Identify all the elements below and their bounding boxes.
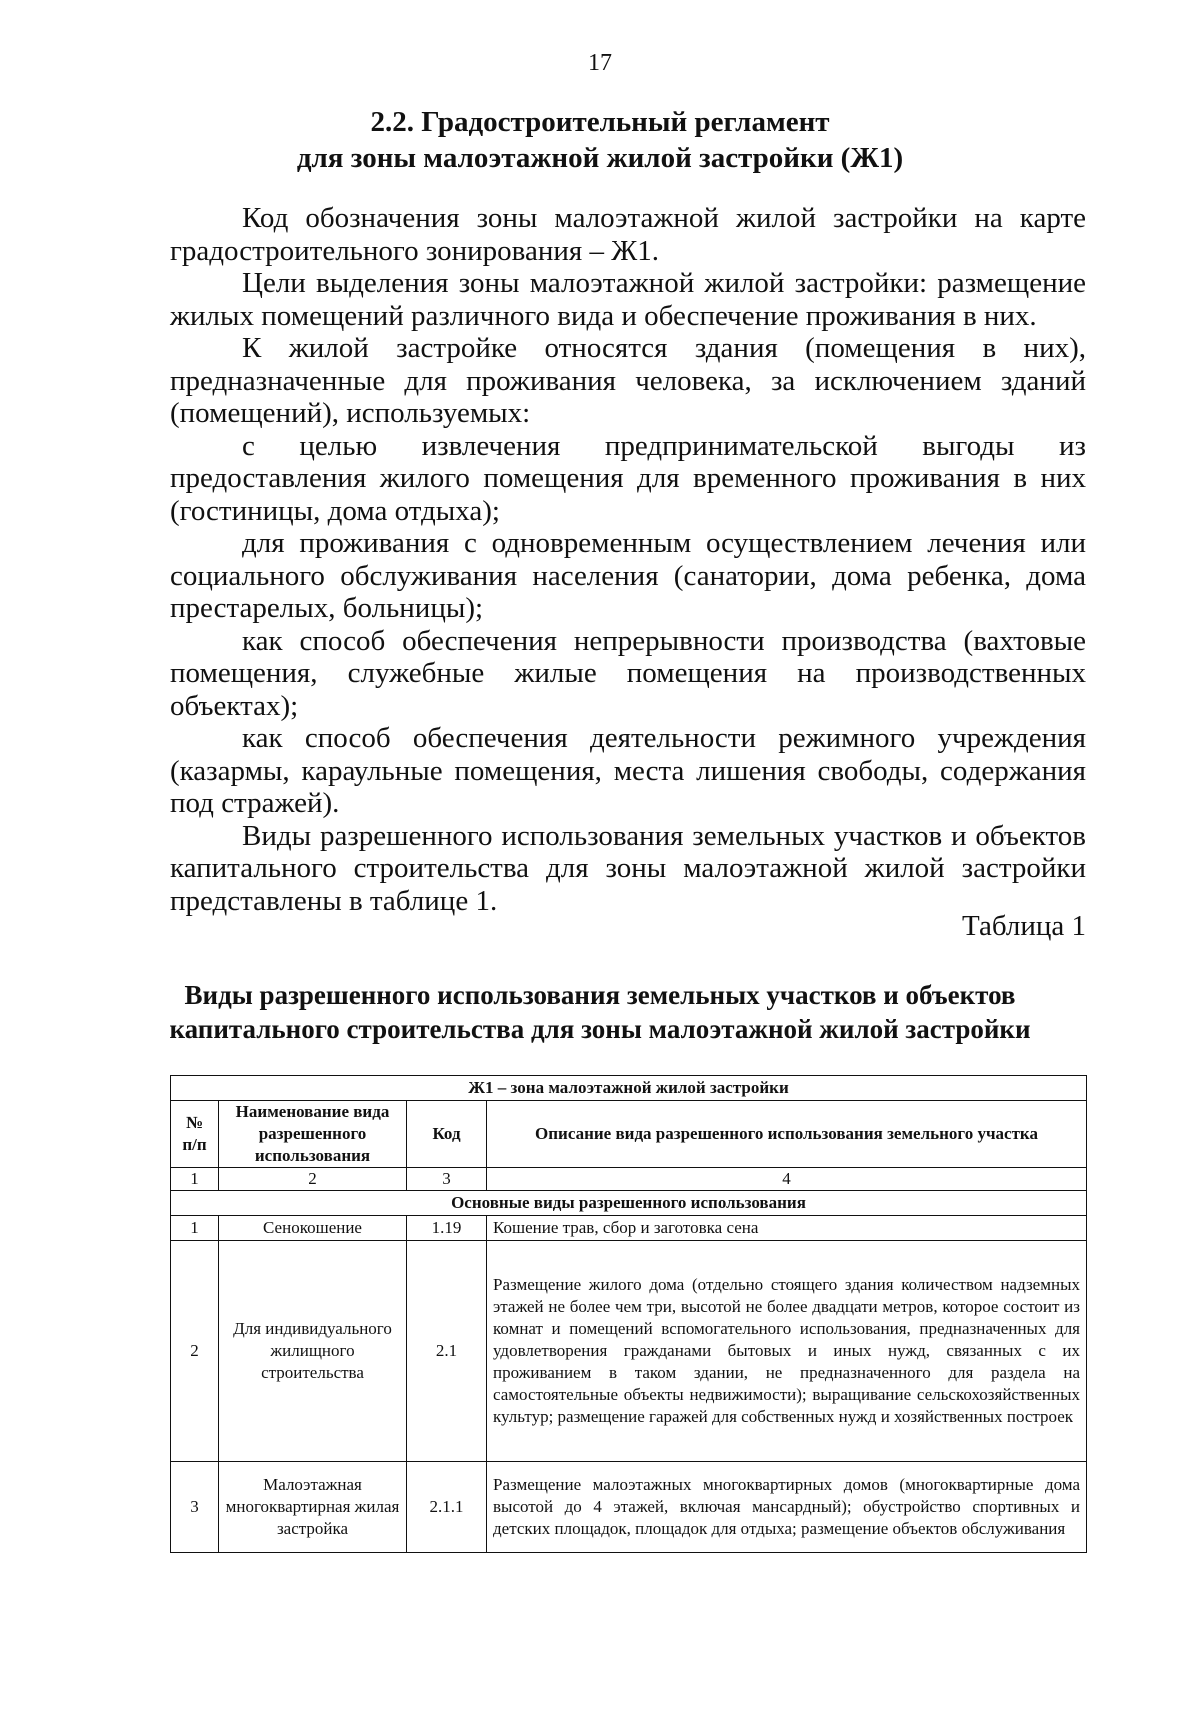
row-desc: Размещение жилого дома (отдельно стоящего здания количеством надземных этажей не более чем три, высотой не более двадцати метров, которое состоит из комнат и помещений вспомогательного использования, предназначенных для удовлетворения гражданами бытовых и иных нужд, связанных с их проживанием в таком здании, не предназначенного для раздела на самостоятельные объекты недвижимости); выращивание сельскохозяйственных культур; размещение гаражей для собственных нужд и хозяйственных построек — [487, 1241, 1087, 1462]
table-title — [0, 978, 1200, 1046]
table-zone-header-row — [171, 1076, 1087, 1101]
paragraph-residential-definition: К жилой застройке относятся здания (помещения в них), предназначенные для проживания человека, за исключением зданий (помещений), используемых: — [170, 332, 1086, 429]
paragraph-exclusion-shift: как способ обеспечения непрерывности производства (вахтовые помещения, служебные жилые помещения на производственных объектах); — [170, 624, 1086, 722]
index-cell: 2 — [219, 1168, 407, 1191]
row-code: 2.1.1 — [407, 1462, 487, 1553]
table-row — [171, 1216, 1087, 1241]
paragraph-zone-goals: Цели выделения зоны малоэтажной жилой застройки: размещение жилых помещений различного вида и обеспечение проживания в них. — [170, 267, 1086, 332]
paragraph-table-reference: Виды разрешенного использования земельных участков и объектов капитального строительства для зоны малоэтажной жилой застройки представлены в таблице 1. — [170, 819, 1086, 917]
row-desc: Размещение малоэтажных многоквартирных домов (многоквартирные дома высотой до 4 этажей, включая мансардный); обустройство спортивных и детских площадок, площадок для отдыха; размещение объектов обслуживания — [487, 1462, 1087, 1553]
paragraph-exclusion-medical: для проживания с одновременным осуществлением лечения или социального обслуживания населения (санатории, дома ребенка, дома престарелых, больницы); — [170, 527, 1086, 624]
row-desc: Кошение трав, сбор и заготовка сена — [487, 1216, 1087, 1241]
index-cell: 3 — [407, 1168, 487, 1191]
index-cell: 1 — [171, 1168, 219, 1191]
paragraph-exclusion-regime: как способ обеспечения деятельности режимного учреждения (казармы, караульные помещения, места лишения свободы, содержания под стражей). — [170, 722, 1086, 819]
column-header-code: Код — [407, 1101, 487, 1168]
table-label: Таблица 1 — [961, 910, 1086, 942]
column-header-name: Наименование вида разрешенного использования — [219, 1101, 407, 1168]
row-num: 1 — [171, 1216, 219, 1241]
zone-header-cell: Ж1 – зона малоэтажной жилой застройки — [171, 1076, 1087, 1101]
table-subheader-row — [171, 1191, 1087, 1216]
table-row — [171, 1462, 1087, 1553]
section-title — [0, 104, 1200, 176]
table-header-row — [171, 1101, 1087, 1168]
column-header-desc: Описание вида разрешенного использования земельного участка — [487, 1101, 1087, 1168]
table-title-line-2: капитального строительства для зоны малоэтажной жилой застройки — [169, 1014, 1031, 1044]
column-header-num: № п/п — [171, 1101, 219, 1168]
table-index-row — [171, 1168, 1087, 1191]
paragraph-exclusion-hotels: с целью извлечения предпринимательской выгоды из предоставления жилого помещения для временного проживания в них (гостиницы, дома отдыха); — [170, 429, 1086, 527]
row-code: 2.1 — [407, 1241, 487, 1462]
section-title-line-2: для зоны малоэтажной жилой застройки (Ж1) — [296, 142, 904, 174]
land-use-table — [170, 1075, 1087, 1553]
body-text — [170, 202, 1086, 917]
section-title-line-1: 2.2. Градостроительный регламент — [370, 106, 830, 138]
page-number: 17 — [588, 50, 612, 76]
row-num: 3 — [171, 1462, 219, 1553]
row-num: 2 — [171, 1241, 219, 1462]
row-name: Сенокошение — [219, 1216, 407, 1241]
row-name: Для индивидуального жилищного строительства — [219, 1241, 407, 1462]
index-cell: 4 — [487, 1168, 1087, 1191]
paragraph-zone-code: Код обозначения зоны малоэтажной жилой застройки на карте градостроительного зонирования – Ж1. — [170, 202, 1086, 267]
row-name: Малоэтажная многоквартирная жилая застройка — [219, 1462, 407, 1553]
row-code: 1.19 — [407, 1216, 487, 1241]
table-row — [171, 1241, 1087, 1462]
table-title-line-1: Виды разрешенного использования земельных участков и объектов — [184, 980, 1016, 1010]
subheader-cell: Основные виды разрешенного использования — [171, 1191, 1087, 1216]
